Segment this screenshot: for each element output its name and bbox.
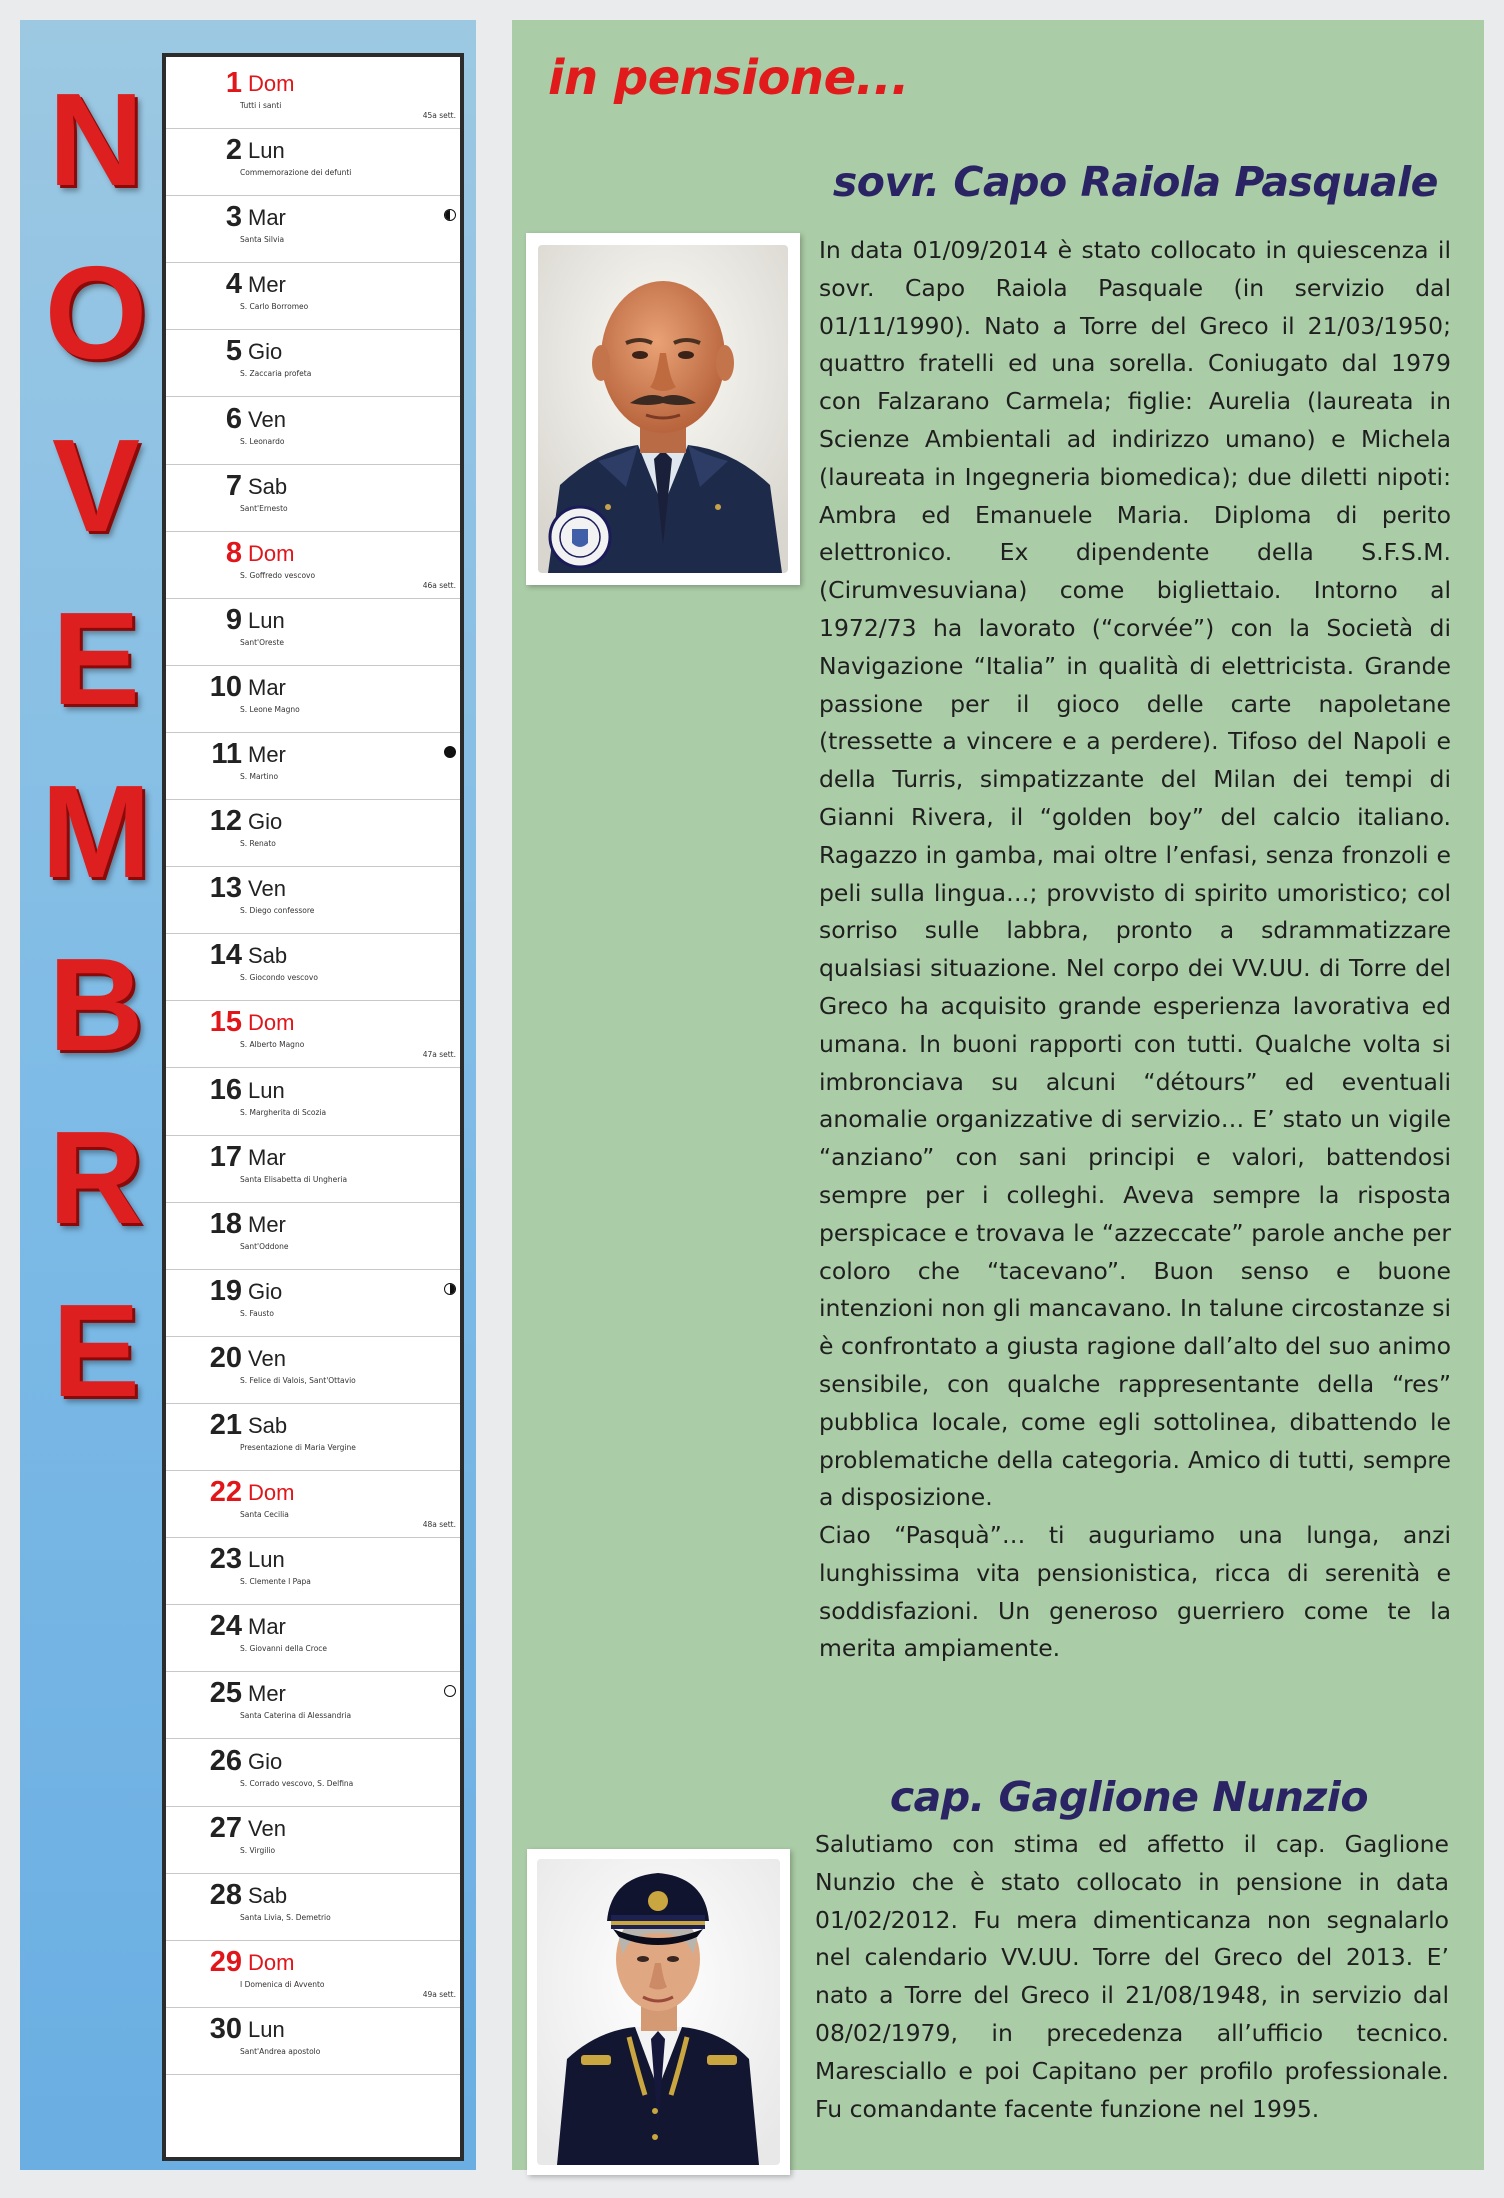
moon-phase-icon [444,209,456,221]
day-number: 18 [209,1207,242,1240]
day-of-week: Dom [248,1949,295,1975]
person1-portrait [538,245,788,573]
moon-phase-icon [444,1283,456,1295]
saint-name: S. Renato [240,839,276,849]
saint-name: S. Margherita di Scozia [240,1107,327,1117]
day-number: 7 [225,469,242,502]
calendar-day-row [166,1537,460,1605]
calendar-day-row [166,195,460,263]
saint-name: Santa Livia, S. Demetrio [240,1912,331,1922]
day-of-week: Sab [248,943,288,969]
calendar-day-row [166,262,460,330]
saint-name: Santa Elisabetta di Ungheria [240,1174,348,1184]
calendar-day-row [166,61,460,129]
calendar-day-row [166,329,460,397]
saint-name: Santa Silvia [240,235,285,245]
day-number: 14 [209,939,242,972]
week-number: 46a sett. [422,580,456,590]
calendar-day-row [166,531,460,599]
day-of-week: Sab [248,1882,288,1908]
day-number: 20 [209,1341,242,1374]
day-of-week: Mer [248,272,286,298]
day-of-week: Sab [248,473,288,499]
calendar-day-row [166,1671,460,1739]
day-of-week: Ven [248,1345,286,1371]
day-of-week: Gio [248,1278,283,1304]
saint-name: S. Corrado vescovo, S. Delfina [240,1778,354,1788]
day-of-week: Ven [248,876,286,902]
calendar-day-row [166,1269,460,1337]
day-number: 27 [209,1811,242,1844]
day-of-week: Lun [248,607,285,633]
month-letter: O [44,239,148,386]
day-of-week: Dom [248,1480,295,1506]
person2-bio: Salutiamo con stima ed affetto il cap. Gaglione Nunzio che è stato collocato in pensione in data 01/02/2012. Fu mera dimenticanza non segnalarlo nel calendario VV.UU. Torre del Greco del 2013. E’ nato a Torre del Greco il 21/08/1948, in servizio dal 08/02/1979, in precedenza all’ufficio tecnico. Maresciallo e poi Capitano per profilo professionale. Fu comandante facente funzione nel 1995. [815,1830,1449,2123]
moon-phase-icon [444,1685,456,1697]
saint-name: Sant'Andrea apostolo [240,2046,321,2056]
person1-bio [819,232,1451,1668]
week-number: 49a sett. [422,1989,456,1999]
day-number: 2 [225,134,242,167]
day-of-week: Lun [248,2016,285,2042]
calendar-day-row [166,128,460,196]
day-of-week: Gio [248,1748,283,1774]
portrait-captain-uniform-image [537,1859,780,2165]
saint-name: Tutti i santi [240,101,282,110]
calendar-day-row [166,665,460,733]
calendar-day-row [166,1739,460,1807]
person2-photo-frame [527,1849,790,2175]
calendar-day-list [162,53,464,2161]
article-panel [512,20,1484,2170]
person1-farewell-text: Ciao “Pasquà”… ti auguriamo una lunga, anzi lunghissima vita pensionistica, ricca di serenità e soddisfazioni. Un generoso guerriero come te la merita ampiamente. [819,1521,1451,1663]
day-number: 24 [209,1610,242,1643]
saint-name: S. Felice di Valois, Sant'Ottavio [240,1375,356,1385]
person2-portrait [537,1859,780,2165]
day-of-week: Ven [248,406,286,432]
saint-name: Commemorazione dei defunti [240,168,352,178]
calendar-day-row [166,1940,460,2008]
calendar-day-row [166,2007,460,2075]
day-of-week: Dom [248,540,295,566]
saint-name: S. Fausto [240,1308,274,1318]
day-of-week: Lun [248,1547,285,1573]
saint-name: Sant'Oddone [240,1241,289,1251]
day-of-week: Mar [248,1144,286,1170]
month-name [20,65,172,1449]
day-number: 30 [209,2012,242,2045]
month-letter: V [51,412,141,559]
moon-phase-icon [444,746,456,758]
day-of-week: Mar [248,674,286,700]
day-number: 23 [209,1543,242,1576]
calendar-day-row [166,1202,460,1270]
day-number: 13 [209,872,242,905]
day-number: 6 [225,402,242,435]
day-number: 10 [209,670,242,703]
day-of-week: Ven [248,1815,286,1841]
calendar-day-row [166,866,460,934]
calendar-day-row [166,1470,460,1538]
day-number: 15 [209,1006,242,1039]
day-number: 25 [209,1677,242,1710]
day-number: 28 [209,1878,242,1911]
saint-name: Santa Caterina di Alessandria [240,1711,352,1721]
calendar-day-row [166,397,460,465]
person1-photo-frame [526,233,800,585]
saint-name: Sant'Oreste [240,637,285,647]
saint-name: Presentazione di Maria Vergine [240,1443,356,1452]
calendar-day-row [166,1806,460,1874]
saint-name: S. Leonardo [240,436,285,446]
day-number: 12 [209,805,242,838]
day-of-week: Mer [248,742,286,767]
portrait-man-uniform-image [538,245,788,573]
month-letter: R [48,1104,144,1251]
calendar-day-row [166,1068,460,1136]
day-number: 3 [225,201,242,234]
saint-name: S. Giocondo vescovo [240,973,318,983]
week-number: 45a sett. [422,111,456,120]
saint-name: S. Diego confessore [240,906,315,916]
saint-name: S. Giovanni della Croce [240,1644,328,1654]
day-of-week: Gio [248,339,283,365]
day-of-week: Gio [248,809,283,835]
month-letter: B [48,931,144,1078]
saint-name: S. Clemente I Papa [240,1577,311,1587]
calendar-day-row [166,933,460,1001]
person1-name: sovr. Capo Raiola Pasquale [832,158,1438,206]
calendar-day-row [166,1403,460,1471]
day-of-week: Mar [248,205,286,231]
calendar-panel [20,20,476,2170]
day-number: 5 [225,335,242,368]
day-number: 17 [209,1140,242,1173]
day-number: 11 [211,738,242,770]
month-letter: E [51,1277,141,1424]
calendar-day-row [166,1604,460,1672]
saint-name: I Domenica di Avvento [240,1979,325,1989]
day-number: 29 [209,1945,242,1978]
saint-name: Santa Cecilia [240,1510,289,1520]
saint-name: S. Virgilio [240,1845,276,1855]
section-title: in pensione... [548,50,909,106]
day-number: 22 [209,1476,242,1509]
day-number: 16 [209,1073,242,1106]
day-number: 4 [225,268,242,301]
day-number: 9 [225,603,242,636]
day-number: 19 [209,1274,242,1307]
week-number: 47a sett. [422,1050,456,1060]
calendar-day-row [166,1873,460,1941]
day-of-week: Mer [248,1681,286,1707]
calendar-day-row [166,799,460,867]
day-number: 21 [209,1409,242,1441]
calendar-day-row [166,1336,460,1404]
day-of-week: Lun [248,1077,285,1103]
saint-name: S. Martino [240,772,279,781]
calendar-day-row [166,1135,460,1203]
saint-name: S. Zaccaria profeta [240,369,312,379]
month-letter: M [41,758,151,905]
month-letter: E [51,585,141,732]
saint-name: S. Leone Magno [240,704,300,714]
person2-name: cap. Gaglione Nunzio [889,1773,1368,1821]
calendar-day-row [166,1000,460,1068]
calendar-day-row [166,598,460,666]
day-number: 26 [209,1744,242,1777]
day-number: 8 [225,536,242,569]
day-of-week: Mer [248,1211,286,1237]
saint-name: S. Goffredo vescovo [240,570,316,580]
week-number: 48a sett. [422,1520,456,1530]
day-number: 1 [225,67,242,99]
day-of-week: Mar [248,1614,286,1640]
month-letter: N [48,66,144,213]
day-of-week: Dom [248,1010,295,1036]
saint-name: S. Alberto Magno [240,1040,305,1050]
day-of-week: Sab [248,1413,288,1438]
day-of-week: Lun [248,138,285,164]
calendar-day-row [166,732,460,800]
saint-name: S. Carlo Borromeo [240,302,309,312]
day-of-week: Dom [248,71,295,96]
saint-name: Sant'Ernesto [240,503,288,513]
person1-bio-text: In data 01/09/2014 è stato collocato in quiescenza il sovr. Capo Raiola Pasquale (in servizio dal 01/11/1990). Nato a Torre del Greco il 21/03/1950; quattro fratelli ed una sorella. Coniugato dal 1979 con Falzarano Carmela; figlie: Aurelia (laureata in Scienze Ambientali ad indirizzo umano) e Michela (laureata in Ingegneria biomedica); due diletti nipoti: Ambra ed Emanuele Maria. Diploma di perito elettronico. Ex dipendente della S.F.S.M. (Cirumvesuviana) come bigliettaio. Intorno al 1972/73 ha lavorato (“corvée”) con la Società di Navigazione “Italia” in qualità di elettricista. Grande passione per il gioco delle carte napoletane (tressette a vincere e a perdere). Tifoso del Napoli e della Turris, simpatizzante del Milan dei tempi di Gianni Rivera, il “golden boy” del calcio italiano. Ragazzo in gamba, mai oltre l’enfasi, senza fronzoli e peli sulla lingua…; provvisto di spirito umoristico; col sorriso sulle labbra, pronto a sdrammatizzare qualsiasi situazione. Nel corpo dei VV.UU. di Torre del Greco ha acquisito grande esperienza lavorativa ed umana. In buoni rapporti con tutti. Qualche volta si imbronciava su alcuni “détours” ed eventuali anomalie organizzative di servizio… E’ stato un vigile “anziano” con sani principi e valori, battendosi sempre per i colleghi. Aveva sempre la risposta perspicace e trovava le “azzeccate” parole anche per coloro che “tacevano”. Buon senso e buone intenzioni non gli mancavano. In talune circostanze si è confrontato a giusta ragione dall’alto del suo animo sensibile, con qualche rappresentante della “res” pubblica locale, come egli sottolinea, dibattendo le problematiche della categoria. Amico di tutti, sempre a disposizione. [819,236,1451,1512]
calendar-day-row [166,464,460,532]
